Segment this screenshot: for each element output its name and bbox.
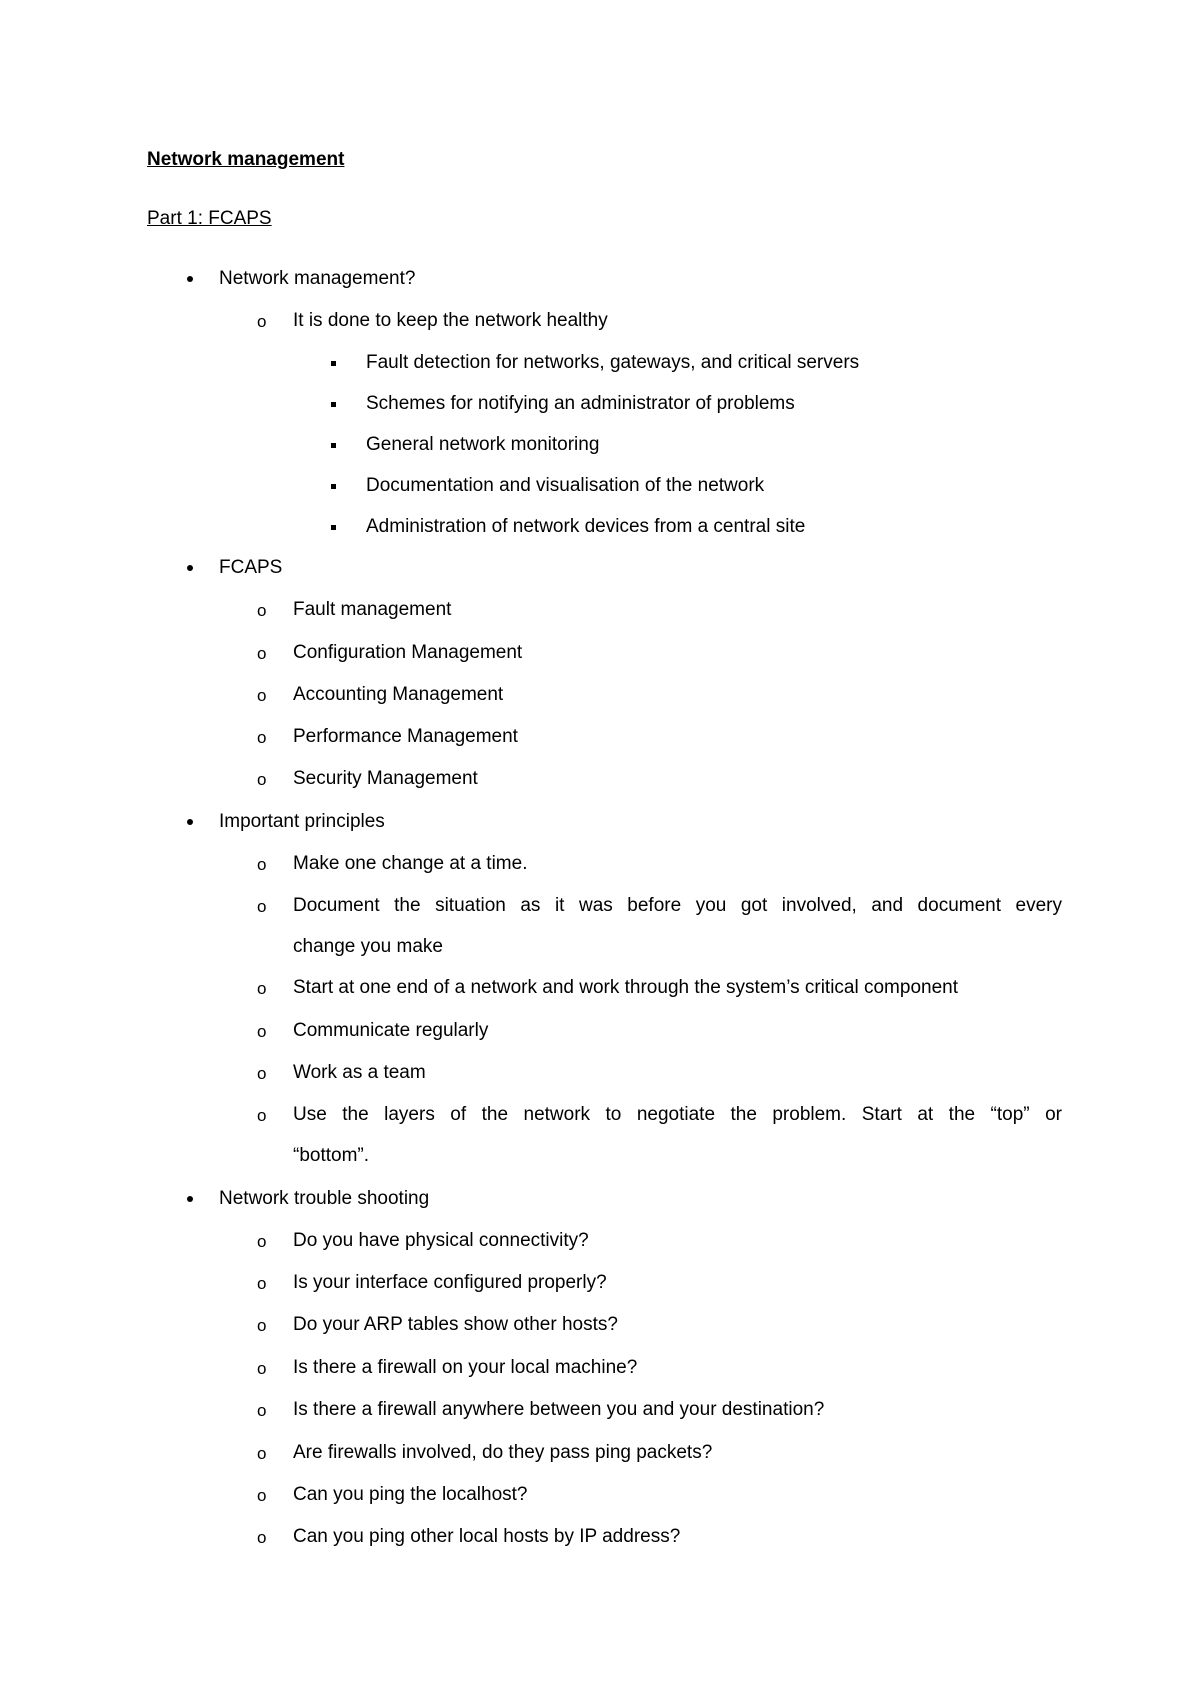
list-item-text: Configuration Management (293, 642, 523, 663)
bullet-square-icon (331, 525, 336, 530)
bullet-circle-icon: o (257, 770, 267, 789)
list-item-text: Are firewalls involved, do they pass ping packets? (293, 1442, 713, 1463)
bullet-circle-icon: o (257, 1274, 267, 1293)
list-item-text: Work as a team (293, 1062, 426, 1083)
bullet-square-icon (331, 402, 336, 407)
bullet-dot-icon (187, 1196, 193, 1202)
bullet-circle-icon: o (257, 1528, 267, 1547)
document-title: Network management (147, 149, 345, 170)
list-item-text: Do you have physical connectivity? (293, 1230, 589, 1251)
list-item-text: Can you ping the localhost? (293, 1484, 528, 1505)
list-item-text: Performance Management (293, 726, 518, 747)
bullet-circle-icon: o (257, 979, 267, 998)
list-item-text: Important principles (219, 811, 385, 832)
list-item-text: It is done to keep the network healthy (293, 310, 608, 331)
list-item-text: Is there a firewall on your local machine? (293, 1357, 638, 1378)
list-item-text: Is there a firewall anywhere between you and your destination? (293, 1399, 825, 1420)
bullet-dot-icon (187, 565, 193, 571)
bullet-circle-icon: o (257, 686, 267, 705)
list-item-text: Use the layers of the network to negotiate the problem. Start at the “top” or (293, 1104, 1062, 1125)
bullet-square-icon (331, 361, 336, 366)
list-item-text: change you make (293, 936, 443, 957)
list-item-text: Security Management (293, 768, 478, 789)
list-item-text: Network management? (219, 268, 416, 289)
list-item-text: Schemes for notifying an administrator of problems (366, 393, 795, 414)
bullet-dot-icon (187, 819, 193, 825)
bullet-circle-icon: o (257, 312, 267, 331)
bullet-circle-icon: o (257, 644, 267, 663)
bullet-dot-icon (187, 276, 193, 282)
section-heading: Part 1: FCAPS (147, 208, 272, 229)
bullet-circle-icon: o (257, 1486, 267, 1505)
list-item-text: Network trouble shooting (219, 1188, 430, 1209)
bullet-circle-icon: o (257, 1232, 267, 1251)
bullet-circle-icon: o (257, 897, 267, 916)
bullet-circle-icon: o (257, 1359, 267, 1378)
list-item-text: Fault detection for networks, gateways, and critical servers (366, 352, 860, 373)
list-item-text: Document the situation as it was before you got involved, and document every (293, 895, 1062, 916)
list-item-text: Fault management (293, 599, 452, 620)
bullet-circle-icon: o (257, 1106, 267, 1125)
bullet-circle-icon: o (257, 728, 267, 747)
bullet-circle-icon: o (257, 1316, 267, 1335)
list-item-text: FCAPS (219, 557, 283, 578)
bullet-square-icon (331, 484, 336, 489)
bullet-circle-icon: o (257, 855, 267, 874)
list-item-text: Make one change at a time. (293, 853, 528, 874)
bullet-circle-icon: o (257, 601, 267, 620)
list-item-text: Communicate regularly (293, 1020, 489, 1041)
list-item-text: “bottom”. (293, 1145, 370, 1166)
list-item-text: Documentation and visualisation of the network (366, 475, 765, 496)
bullet-circle-icon: o (257, 1401, 267, 1420)
list-item-text: Accounting Management (293, 684, 504, 705)
list-item-text: Start at one end of a network and work through the system’s critical component (293, 977, 958, 998)
list-item-text: Is your interface configured properly? (293, 1272, 607, 1293)
list-item-text: Do your ARP tables show other hosts? (293, 1314, 618, 1335)
bullet-square-icon (331, 443, 336, 448)
bullet-circle-icon: o (257, 1444, 267, 1463)
list-item-text: General network monitoring (366, 434, 600, 455)
bullet-circle-icon: o (257, 1064, 267, 1083)
list-item-text: Can you ping other local hosts by IP address? (293, 1526, 681, 1547)
bullet-circle-icon: o (257, 1022, 267, 1041)
list-item-text: Administration of network devices from a central site (366, 516, 806, 537)
